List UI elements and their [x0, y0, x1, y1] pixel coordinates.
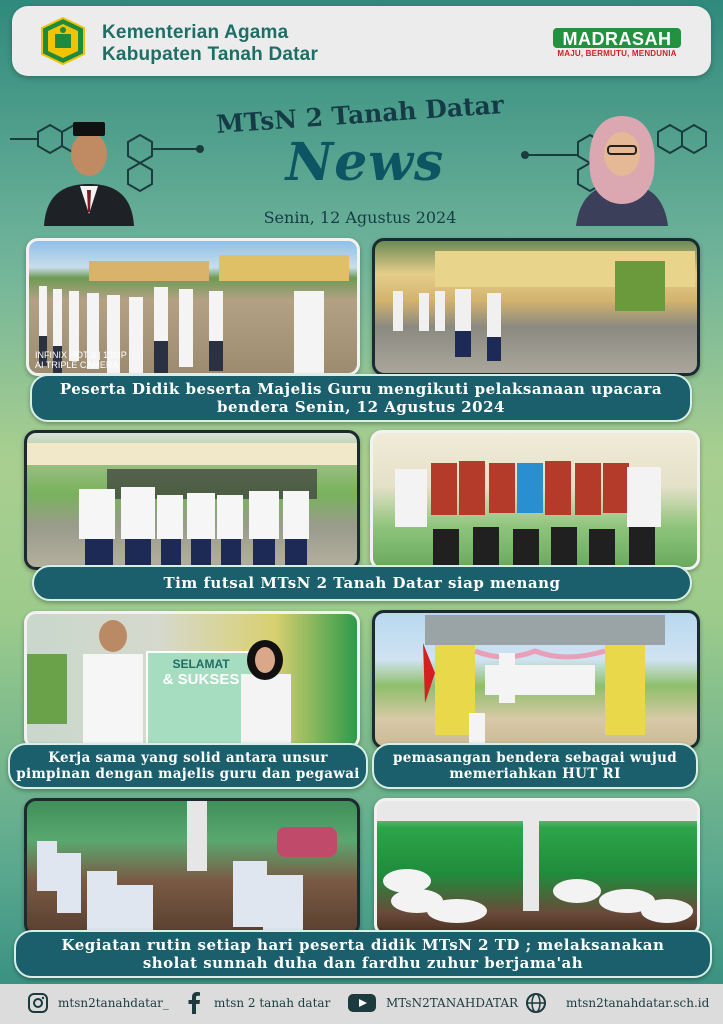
photo-congregational-prayer: [374, 798, 700, 936]
kemenag-logo: [38, 16, 88, 66]
caption-line: bendera Senin, 12 Agustus 2024: [217, 398, 505, 416]
instagram-icon: [26, 991, 50, 1015]
photo-flag-ceremony-girls: [372, 238, 700, 376]
caption-line: Peserta Didik beserta Majelis Guru mengikuti pelaksanaan upacara: [59, 380, 663, 398]
photo-flag-installation: [372, 610, 700, 749]
photo-leadership-cooperation: [24, 611, 360, 749]
ministry-name-line2: Kabupaten Tanah Datar: [102, 44, 319, 65]
footer-instagram[interactable]: [26, 990, 169, 1016]
caption-futsal-team: [32, 565, 692, 601]
facebook-page: mtsn 2 tanah datar: [214, 996, 331, 1010]
footer-youtube[interactable]: [346, 990, 518, 1016]
globe-icon: [524, 991, 548, 1015]
watermark-line: INFINIX HOT 8 | 13MP: [35, 350, 127, 360]
photo-prayer-hall-students: [24, 798, 360, 936]
photo-students-group: [24, 430, 360, 570]
caption-line: Tim futsal MTsN 2 Tanah Datar siap menang: [163, 574, 561, 592]
school-name: MTsN 2 Tanah Datar: [215, 89, 505, 140]
caption-daily-prayer: [14, 930, 712, 978]
banner-line: & SUKSES: [162, 671, 240, 688]
instagram-handle: mtsn2tanahdatar_: [58, 996, 169, 1010]
madrasah-title: MADRASAH: [553, 28, 681, 48]
madrasah-logo: [553, 28, 681, 62]
footer-facebook[interactable]: [182, 990, 330, 1016]
banner-line: SELAMAT: [172, 657, 230, 671]
watermark-line: AI TRIPLE CAMERA: [35, 360, 119, 370]
caption-cooperation: [8, 743, 368, 789]
caption-line: memeriahkan HUT RI: [449, 766, 621, 782]
ministry-name-line1: Kementerian Agama: [102, 22, 289, 43]
photo-futsal-team: [370, 430, 700, 570]
caption-line: Kerja sama yang solid antara unsur: [48, 750, 328, 766]
caption-line: sholat sunnah duha dan fardhu zuhur berjama'ah: [142, 954, 584, 972]
youtube-icon: [346, 991, 378, 1015]
caption-line: pemasangan bendera sebagai wujud: [393, 750, 677, 766]
website-url: mtsn2tanahdatar.sch.id: [566, 996, 710, 1010]
caption-flag-ceremony: [30, 374, 692, 422]
publication-date: Senin, 12 Agustus 2024: [263, 208, 457, 227]
madrasah-tagline: MAJU, BERMUTU, MENDUNIA: [557, 49, 677, 58]
facebook-icon: [182, 991, 206, 1015]
youtube-channel: MTsN2TANAHDATAR: [386, 996, 519, 1010]
caption-flag-installation: [372, 743, 698, 789]
footer-website[interactable]: [524, 990, 709, 1016]
caption-line: pimpinan dengan majelis guru dan pegawai: [16, 766, 360, 782]
banner-text: [155, 656, 247, 688]
head-of-office-portrait: [572, 112, 672, 226]
photo-flag-ceremony-students: [26, 238, 360, 376]
camera-watermark: [35, 350, 127, 370]
principal-portrait: [40, 114, 138, 226]
caption-line: Kegiatan rutin setiap hari peserta didik MTsN 2 TD ; melaksanakan: [61, 936, 665, 954]
news-title: News: [285, 132, 445, 193]
